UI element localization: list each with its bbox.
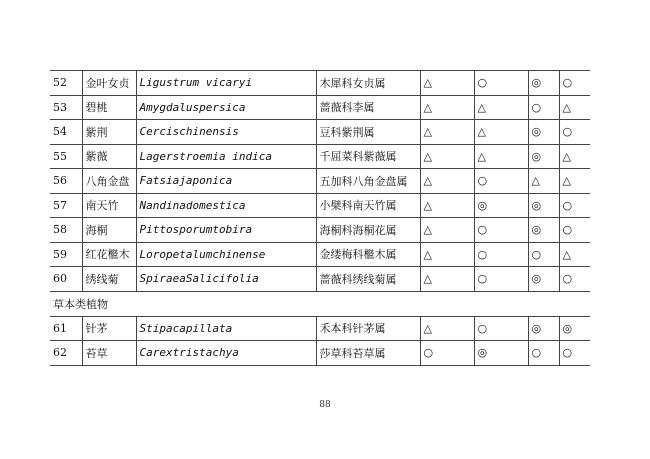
chinese-name: 碧桃 <box>82 95 136 120</box>
rating-symbol-3: ◎ <box>528 316 559 341</box>
rating-symbol-3: ◎ <box>528 120 559 145</box>
rating-symbol-3: ○ <box>528 95 559 120</box>
scientific-name: Lagerstroemia indica <box>136 144 316 169</box>
scientific-name: Stipacapillata <box>136 316 316 341</box>
rating-symbol-3: ◎ <box>528 267 559 292</box>
table-row <box>50 95 590 120</box>
rating-symbol-2: ○ <box>474 169 528 194</box>
table-row <box>50 316 590 341</box>
scientific-name: Carextristachya <box>136 341 316 366</box>
plant-species-table <box>50 70 590 366</box>
rating-symbol-1: △ <box>420 193 474 218</box>
family-genus: 莎草科苔草属 <box>316 341 420 366</box>
row-number: 52 <box>50 71 82 96</box>
rating-symbol-2: ◎ <box>474 193 528 218</box>
section-label: 草本类植物 <box>53 297 108 311</box>
family-genus: 木犀科女贞属 <box>316 71 420 96</box>
rating-symbol-1: △ <box>420 71 474 96</box>
chinese-name: 八角金盘 <box>82 169 136 194</box>
row-number: 53 <box>50 95 82 120</box>
family-genus: 蔷薇科绣线菊属 <box>316 267 420 292</box>
family-genus: 小檗科南天竹属 <box>316 193 420 218</box>
scientific-name: SpiraeaSalicifolia <box>136 267 316 292</box>
chinese-name: 南天竹 <box>82 193 136 218</box>
rating-symbol-3: ◎ <box>528 193 559 218</box>
rating-symbol-1: △ <box>420 242 474 267</box>
chinese-name: 紫荆 <box>82 120 136 145</box>
rating-symbol-3: ○ <box>528 242 559 267</box>
family-genus: 五加科八角金盘属 <box>316 169 420 194</box>
rating-symbol-4: ○ <box>559 120 590 145</box>
rating-symbol-4: △ <box>559 242 590 267</box>
rating-symbol-2: ◎ <box>474 341 528 366</box>
rating-symbol-2: △ <box>474 95 528 120</box>
page-number: 88 <box>319 400 331 410</box>
row-number: 55 <box>50 144 82 169</box>
rating-symbol-2: ○ <box>474 242 528 267</box>
chinese-name: 紫薇 <box>82 144 136 169</box>
family-genus: 蔷薇科李属 <box>316 95 420 120</box>
family-genus: 海桐科海桐花属 <box>316 218 420 243</box>
rating-symbol-4: ○ <box>559 71 590 96</box>
table-row <box>50 218 590 243</box>
rating-symbol-3: ○ <box>528 341 559 366</box>
rating-symbol-4: ◎ <box>559 316 590 341</box>
rating-symbol-1: △ <box>420 218 474 243</box>
chinese-name: 针茅 <box>82 316 136 341</box>
rating-symbol-2: △ <box>474 120 528 145</box>
rating-symbol-4: ○ <box>559 193 590 218</box>
rating-symbol-3: ◎ <box>528 218 559 243</box>
table-row <box>50 341 590 366</box>
rating-symbol-1: △ <box>420 169 474 194</box>
chinese-name: 绣线菊 <box>82 267 136 292</box>
rating-symbol-3: ◎ <box>528 71 559 96</box>
rating-symbol-4: ○ <box>559 218 590 243</box>
table-row <box>50 120 590 145</box>
section-header-row <box>50 291 590 316</box>
rating-symbol-2: ○ <box>474 267 528 292</box>
rating-symbol-4: ○ <box>559 267 590 292</box>
table-row <box>50 242 590 267</box>
table-row <box>50 144 590 169</box>
rating-symbol-1: ○ <box>420 341 474 366</box>
rating-symbol-2: ○ <box>474 218 528 243</box>
scientific-name: Pittosporumtobira <box>136 218 316 243</box>
table-row <box>50 267 590 292</box>
rating-symbol-4: ○ <box>559 341 590 366</box>
family-genus: 千屈菜科紫薇属 <box>316 144 420 169</box>
family-genus: 豆科紫荆属 <box>316 120 420 145</box>
family-genus: 金缕梅科檵木属 <box>316 242 420 267</box>
table-row <box>50 169 590 194</box>
rating-symbol-2: △ <box>474 144 528 169</box>
scientific-name: Ligustrum vicaryi <box>136 71 316 96</box>
chinese-name: 苔草 <box>82 341 136 366</box>
row-number: 60 <box>50 267 82 292</box>
rating-symbol-3: ◎ <box>528 144 559 169</box>
row-number: 62 <box>50 341 82 366</box>
scientific-name: Cercischinensis <box>136 120 316 145</box>
table-row <box>50 71 590 96</box>
chinese-name: 金叶女贞 <box>82 71 136 96</box>
chinese-name: 海桐 <box>82 218 136 243</box>
row-number: 54 <box>50 120 82 145</box>
rating-symbol-4: △ <box>559 169 590 194</box>
rating-symbol-1: △ <box>420 267 474 292</box>
rating-symbol-2: ○ <box>474 71 528 96</box>
rating-symbol-1: △ <box>420 95 474 120</box>
rating-symbol-1: △ <box>420 120 474 145</box>
table-row <box>50 193 590 218</box>
row-number: 61 <box>50 316 82 341</box>
row-number: 57 <box>50 193 82 218</box>
family-genus: 禾本科针茅属 <box>316 316 420 341</box>
rating-symbol-4: △ <box>559 95 590 120</box>
scientific-name: Loropetalumchinense <box>136 242 316 267</box>
row-number: 58 <box>50 218 82 243</box>
scientific-name: Amygdaluspersica <box>136 95 316 120</box>
scientific-name: Nandinadomestica <box>136 193 316 218</box>
table-body <box>50 71 590 366</box>
scientific-name: Fatsiajaponica <box>136 169 316 194</box>
rating-symbol-4: △ <box>559 144 590 169</box>
row-number: 56 <box>50 169 82 194</box>
rating-symbol-1: △ <box>420 316 474 341</box>
chinese-name: 红花檵木 <box>82 242 136 267</box>
rating-symbol-2: ○ <box>474 316 528 341</box>
rating-symbol-3: △ <box>528 169 559 194</box>
row-number: 59 <box>50 242 82 267</box>
rating-symbol-1: △ <box>420 144 474 169</box>
